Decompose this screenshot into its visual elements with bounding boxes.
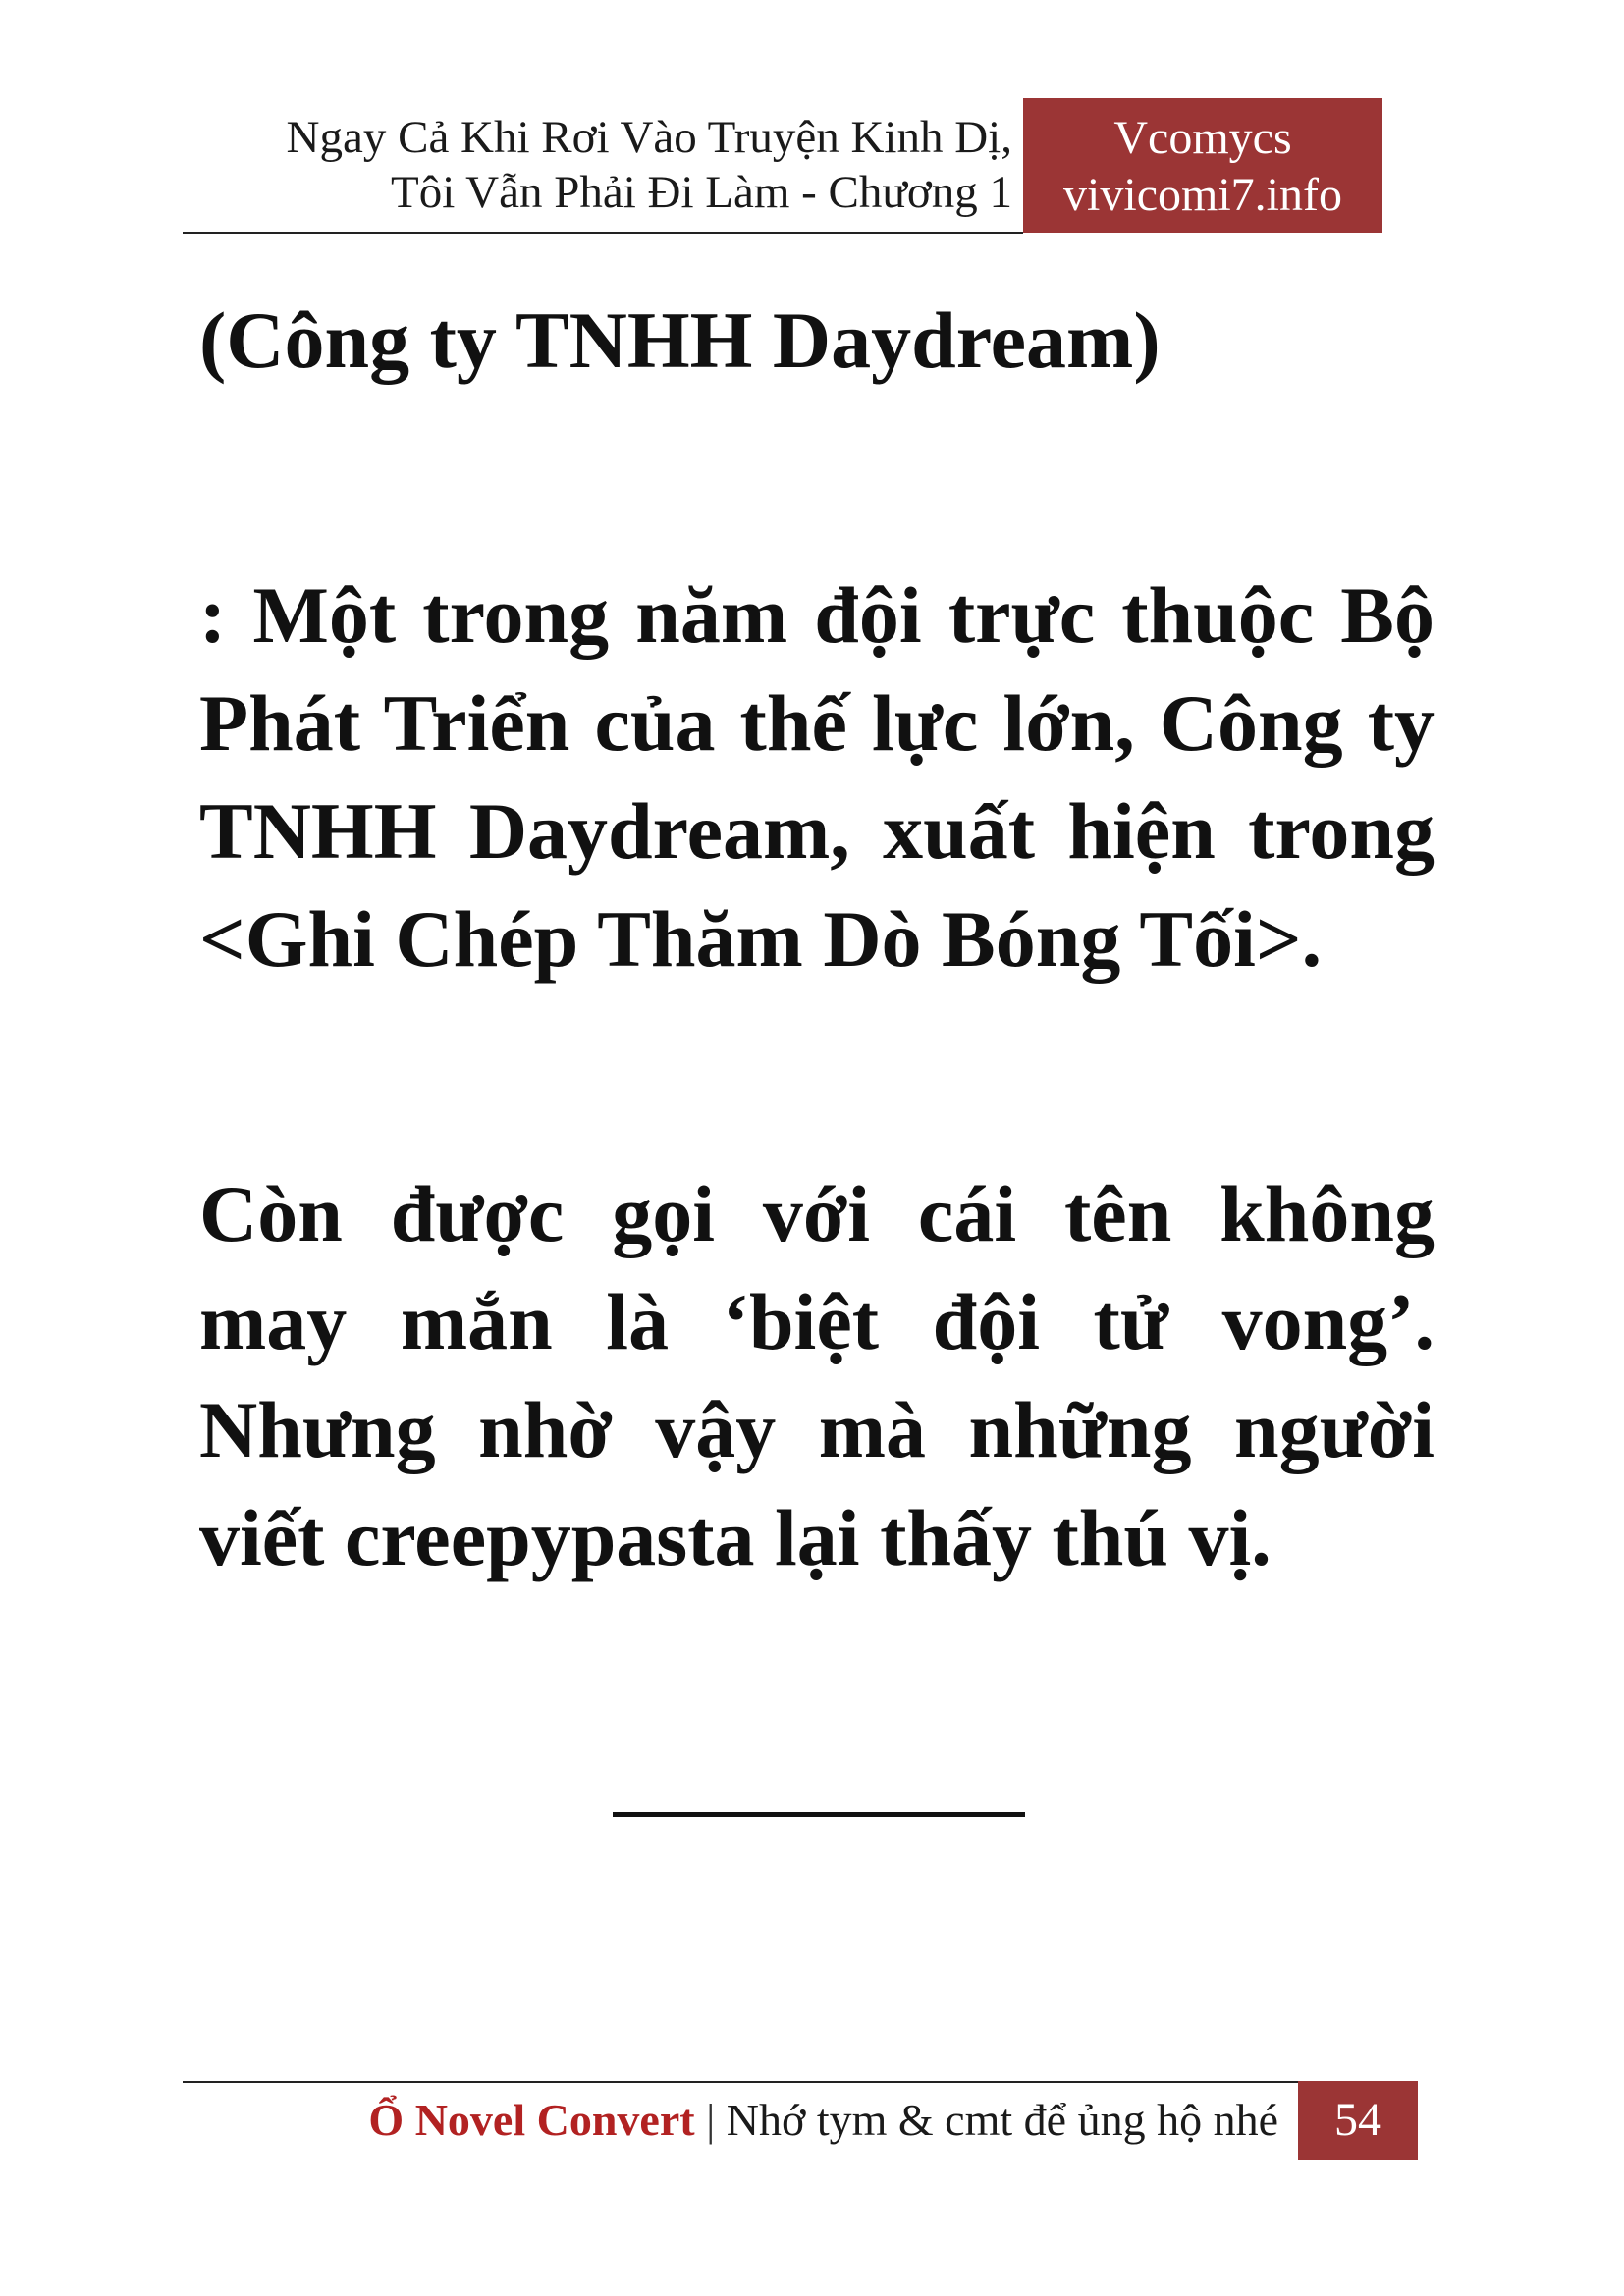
page-number: 54 [1298,2081,1418,2160]
footer-message: Nhớ tym & cmt để ủng hộ nhé [726,2095,1278,2145]
header-divider [183,232,1023,234]
watermark-logo [26,2226,270,2289]
footer-divider [183,2081,1298,2083]
footer-brand: Ổ Novel Convert [368,2095,695,2145]
header-brand-box [1023,98,1382,233]
footer-separator: | [694,2095,727,2145]
header-title-line-1: Ngay Cả Khi Rơi Vào Truyện Kinh Dị, [286,112,1012,163]
header-title-line-2: Tôi Vẫn Phải Đi Làm - Chương 1 [391,167,1012,218]
entry-paragraph: Còn được gọi với cái tên không may mắn là ‘biệt đội tử vong’. Nhưng nhờ vậy mà những người viết creepypasta lại thấy thú vị. [199,1169,1435,1582]
footer-text [183,2085,1278,2158]
section-divider [613,1812,1025,1817]
header-title [183,110,1012,220]
page-content [199,287,1435,1592]
header-brand-name: Vcomycs [1113,112,1292,164]
entry-heading: (Công ty TNHH Daydream) [199,295,1161,385]
header-brand-site: vivicomi7.info [1063,169,1342,221]
entry-definition: : Một trong năm đội trực thuộc Bộ Phát Triển của thế lực lớn, Công ty TNHH Daydream, xuất hiện trong <Ghi Chép Thăm Dò Bóng Tối>. [199,570,1435,984]
